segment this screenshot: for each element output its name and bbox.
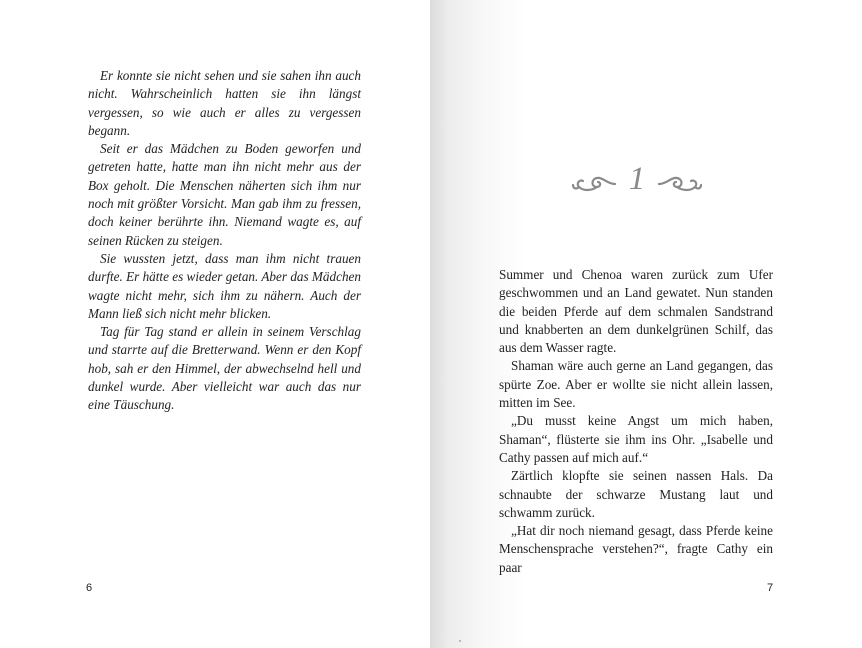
left-page-text: [88, 67, 361, 415]
paragraph: „Hat dir noch niemand gesagt, dass Pferde keine Menschensprache verstehen?“, fragte Cathy ein paar: [499, 523, 773, 575]
left-page: [0, 0, 430, 648]
paragraph: Shaman wäre auch gerne an Land gegangen, das spürte Zoe. Aber er wollte sie nicht allein lassen, mitten im See.: [499, 358, 773, 411]
paragraph: Seit er das Mädchen zu Boden geworfen und getreten hatte, hatte man ihn nicht mehr aus der Box geholt. Die Menschen näherten sich ihm nur noch mit größter Vorsicht. Man gab ihm zu fressen, doch keiner berührte ihn. Niemand wagte es, auf seinen Rücken zu steigen.: [88, 141, 361, 248]
page-number-left: 6: [86, 582, 93, 594]
page-number-right: 7: [767, 582, 774, 594]
paragraph: Sie wussten jetzt, dass man ihm nicht trauen durfte. Er hätte es wieder getan. Aber das Mädchen wagte nicht mehr, sich ihm zu nähern. Auch der Mann ließ sich nicht mehr blicken.: [88, 250, 361, 321]
paragraph: „Du musst keine Angst um mich haben, Shaman“, flüsterte sie ihm ins Ohr. „Isabelle und Cathy passen auf mich auf.“: [499, 413, 773, 465]
paragraph: Summer und Chenoa waren zurück zum Ufer geschwommen und an Land gewatet. Nun standen die beiden Pferde auf dem schmalen Sandstrand und knabberten an dem dunkelgrünen Schilf, das aus dem Wasser ragte.: [499, 267, 773, 356]
right-page-text: [499, 266, 773, 577]
flourish-ornament-icon: [657, 173, 703, 195]
print-speck: [459, 640, 461, 642]
paragraph: Zärtlich klopfte sie seinen nassen Hals. Da schnaubte der schwarze Mustang laut und schwamm zurück.: [499, 468, 773, 520]
paragraph: Er konnte sie nicht sehen und sie sahen ihn auch nicht. Wahrscheinlich hatten sie ihn längst vergessen, so wie auch er alles zu vergessen begann.: [88, 68, 361, 138]
chapter-heading: [571, 163, 703, 199]
paragraph: Tag für Tag stand er allein in seinem Verschlag und starrte auf die Bretterwand. Wenn er den Kopf hob, sah er den Himmel, der abwechselnd hell und dunkel wurde. Aber vielleicht war auch das nur eine Täuschung.: [88, 324, 361, 413]
chapter-number: 1: [628, 161, 646, 197]
